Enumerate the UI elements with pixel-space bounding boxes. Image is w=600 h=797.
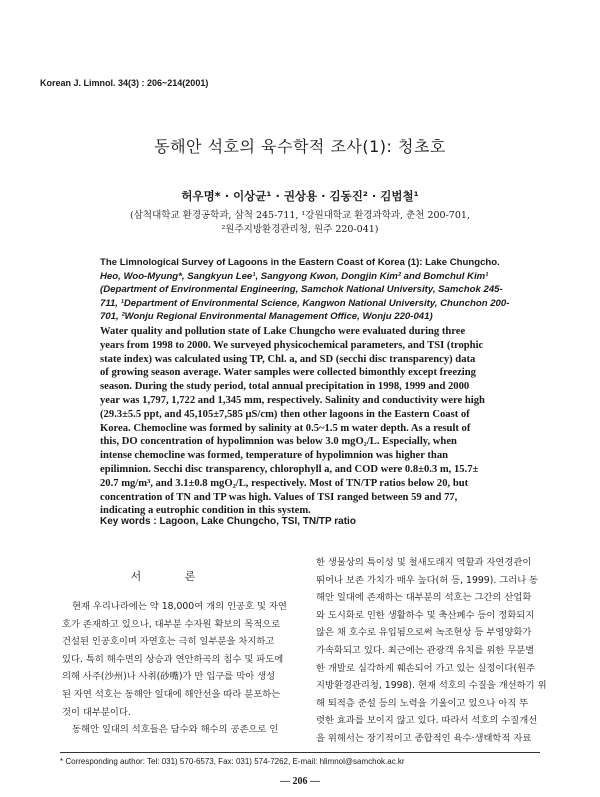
abstract-line: years from 1998 to 2000. We surveyed physicochemical parameters, and TSI (trophic [100,339,484,351]
body-line: 건설된 인공호이며 자연호는 극히 일부분을 차지하고 [62,636,275,648]
abstract-line: Water quality and pollution state of Lake Chungcho were evaluated during three [100,326,466,337]
abstract-line: indicating a eutrophic condition in this system. [100,505,311,517]
abstract-line: state index) was calculated using TP, Chl. a, and SD (secchi disc transparency) data [100,353,476,365]
abstract-line: Korea. Chemocline was formed by salinity at 0.5~1.5 m water depth. As a result of [100,422,471,434]
body-line: 의해 사주(沙州)나 사취(砂嘴)가 만 입구를 막아 생성 [62,671,276,683]
body-line: 가속화되고 있다. 최근에는 관광객 유치를 위한 무분별 [316,644,535,656]
english-title: The Limnological Survey of Lagoons in the Eastern Coast of Korea (1): Lake Chungcho. [100,257,500,268]
english-affiliations: (Department of Environmental Engineering, Samchok National University, Samchok 245-711, ¹Department of Environmental Science, Kangwon National University, Chunchon 200-701, ²Wonju Regional Environmental Management Office, Wonju 220-041) [100,284,510,323]
body-line: 현재 우리나라에는 약 18,000여 개의 인공호 및 자연 [72,601,287,612]
body-line: 뛰어나 보존 가치가 매우 높다(허 등, 1999). 그러나 동 [316,574,539,586]
page-number: — 206 — [280,776,320,787]
body-line: 한 생물상의 특이성 및 철새도래지 역할과 자연경관이 [316,557,532,568]
body-line: 호가 존재하고 있으나, 대부분 수자원 확보의 목적으로 [62,618,281,630]
abstract-line: (29.3±5.5 ppt, and 45,105±7,585 μS/cm) then other lagoons in the Eastern Coast of [100,408,470,420]
left-column [62,598,287,739]
body-line: 않은 채 호수로 유입됨으로써 녹조현상 등 부영양화가 [316,627,532,639]
abstract-line: year was 1,797, 1,722 and 1,345 mm, respectively. Salinity and conductivity were high [100,394,485,406]
abstract-line: of growing season average. Water samples were collected bimonthly except freezing [100,367,476,379]
body-line: 한 개발로 심각하게 훼손되어 가고 있는 실정이다(원주 [316,662,535,674]
affiliation-line: (삼척대학교 환경공학과, 삼척 245-711, ¹강원대학교 환경과학과, 춘천 200-701, [130,210,470,221]
body-line: 것이 대부분이다. [62,706,131,718]
section-heading: 서 론 [130,570,216,583]
english-header [100,256,515,324]
page-title: 동해안 석호의 육수학적 조사(1): 청초호 [154,137,446,156]
body-line: 해안 일대에 존재하는 대부분의 석호는 그간의 산업화 [316,592,532,604]
body-line: 와 도시화로 인한 생활하수 및 축산폐수 등이 정화되지 [316,609,535,621]
affiliation-line: ²원주지방환경관리청, 원주 220-041) [221,224,379,235]
footnote: * Corresponding author: Tel: 031) 570-6573, Fax: 031) 574-7262, E-mail: hlimnol@samchok.ac.kr [60,757,405,766]
body-line: 렷한 효과를 보이지 않고 있다. 따라서 석호의 수질개선 [316,715,538,727]
body-line: 을 위해서는 장기적이고 종합적인 육수·생태학적 자료 [316,732,532,744]
author-list: 허우명* · 이상균¹ · 권상용 · 김동진² · 김범철¹ [181,189,419,203]
body-line: 지방환경관리청, 1998). 현재 석호의 수질을 개선하기 위 [316,680,547,692]
body-line: 있다. 특히 해수면의 상승과 연안하곡의 침수 및 파도에 [62,653,284,665]
keywords: Key words : Lagoon, Lake Chungcho, TSI, TN/TP ratio [100,516,356,527]
abstract-line: season. During the study period, total annual precipitation in 1998, 1999 and 2000 [100,381,470,393]
abstract-line: this, DO concentration of hypolimnion was below 3.0 mgO₂/L. Especially, when [100,436,457,448]
abstract [100,325,518,518]
journal-citation: Korean J. Limnol. 34(3) : 206~214(2001) [40,78,209,88]
abstract-line: concentration of TN and TP was high. Values of TSI ranged between 59 and 77, [100,491,458,503]
body-line: 동해안 일대의 석호들은 담수와 해수의 공존으로 인 [72,724,279,736]
english-authors: Heo, Woo-Myung*, Sangkyun Lee¹, Sangyong Kwon, Dongjin Kim² and Bomchul Kim¹ [100,270,489,282]
abstract-line: epilimnion. Secchi disc transparency, chlorophyll a, and COD were 0.8±0.3 m, 15.7± [100,463,479,475]
right-column [316,554,547,748]
affiliations-korean [0,209,600,237]
body-line: 해 퇴적층 준설 등의 노력을 기울이고 있으나 아직 뚜 [316,697,529,709]
body-line: 된 자연 석호는 동해안 일대에 해안선을 따라 분포하는 [62,688,281,700]
abstract-line: 20.7 mg/m³, and 3.1±0.8 mgO₂/L, respectively. Most of TN/TP ratios below 20, but [100,477,469,489]
footnote-divider [60,752,540,753]
abstract-line: intense chemocline was formed, temperature of hypolimnion was higher than [100,450,449,462]
